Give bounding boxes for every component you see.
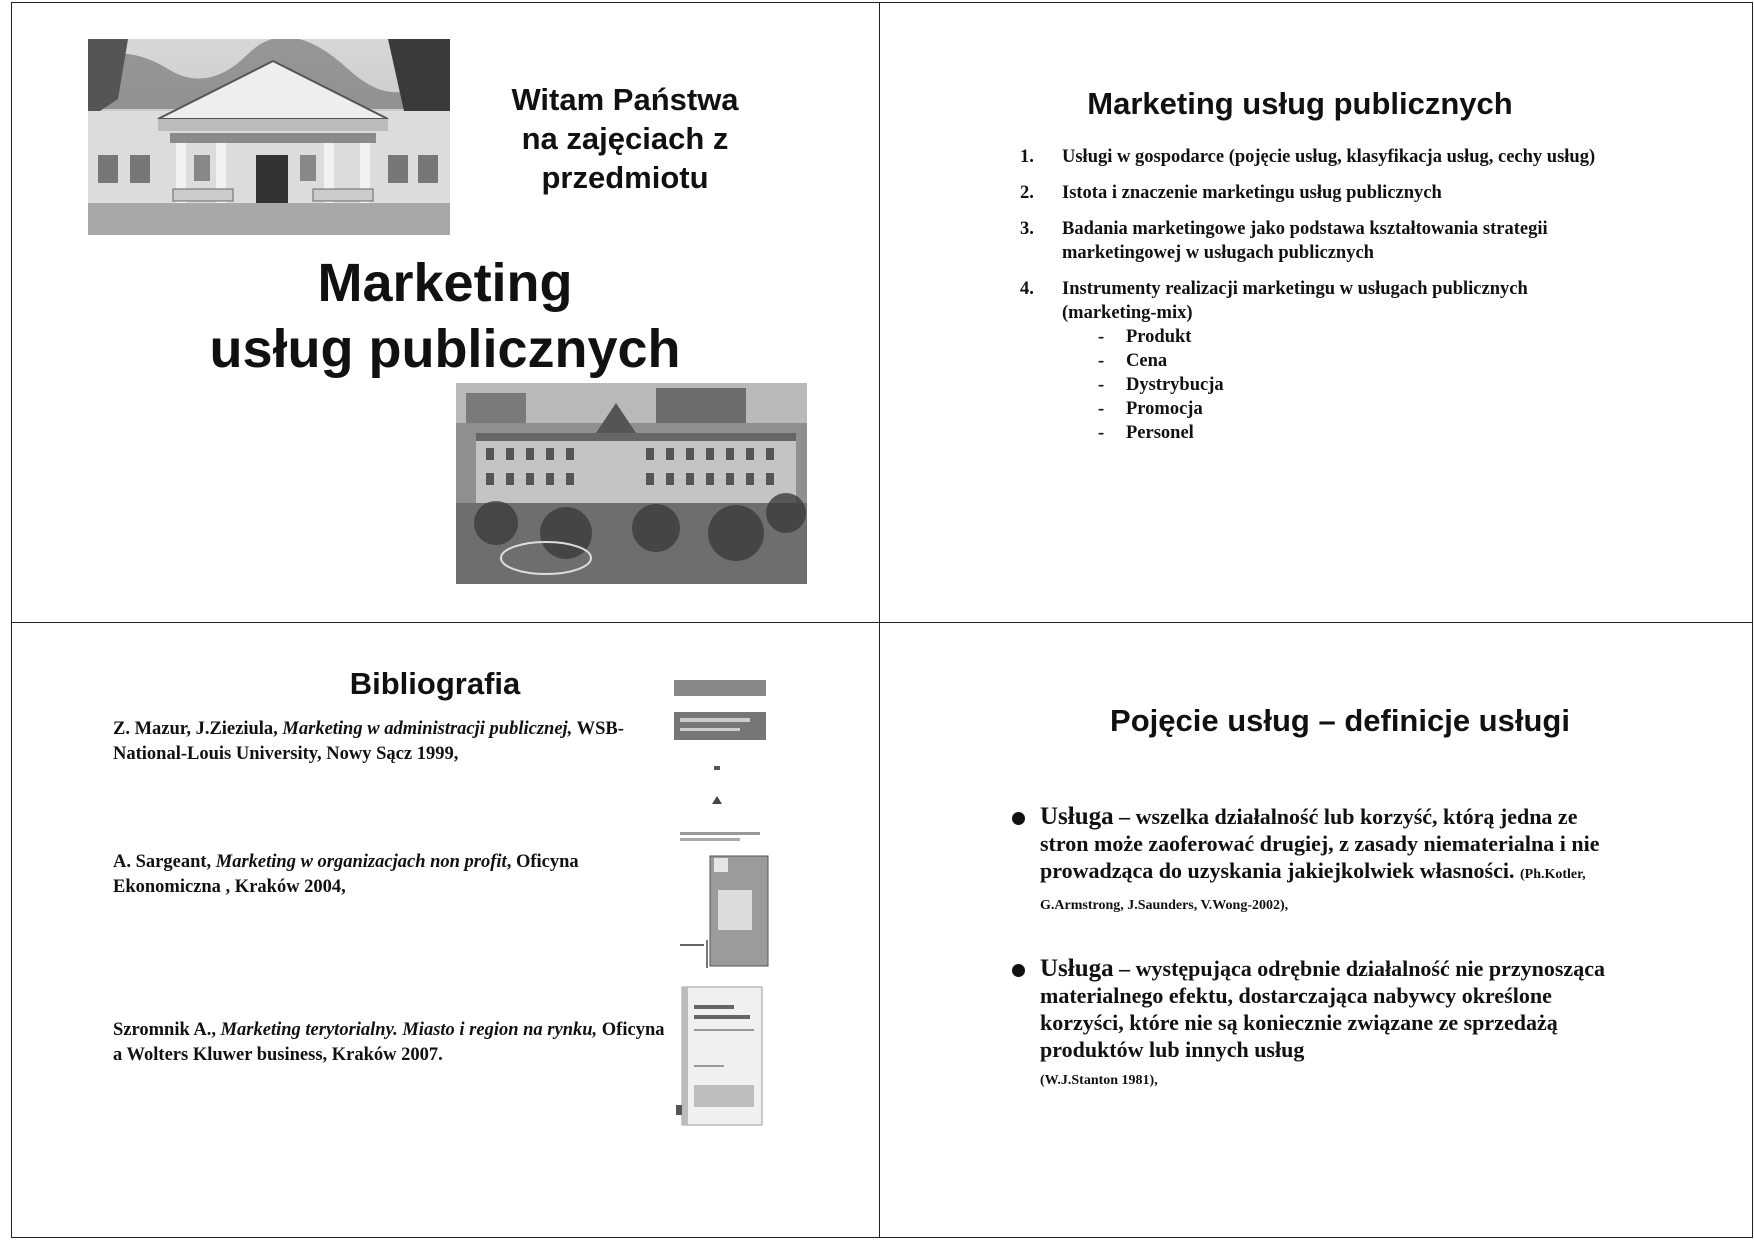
item-text: Badania marketingowe jako podstawa kształtowania strategii marketingowej w usługach publicznych	[1062, 219, 1548, 263]
definition-item	[1012, 955, 1622, 1094]
slide3-title: Bibliografia	[349, 666, 521, 701]
topics-list	[1020, 145, 1610, 457]
item-text: Usługi w gospodarce (pojęcie usług, klasyfikacja usług, cechy usług)	[1062, 147, 1596, 167]
definition-source: (W.J.Stanton 1981),	[1040, 1073, 1158, 1088]
item-number: 2.	[1020, 183, 1034, 203]
list-item	[1020, 217, 1610, 265]
mix-item: - Produkt	[1098, 327, 1192, 347]
definition-text: – wszelka działalność lub korzyść, którą jedna ze stron może zaoferować drugiej, z zasady niematerialna i nie prowadząca do uzyskania jakiejkolwiek własności.	[1040, 804, 1600, 883]
bullet-icon	[1012, 812, 1025, 825]
definition-term: Usługa	[1040, 803, 1114, 830]
bibliography-entry: Szromnik A., Marketing terytorialny. Miasto i region na rynku, Oficyna a Wolters Kluwer business, Kraków 2007.	[113, 1020, 665, 1065]
definition-item	[1012, 803, 1622, 919]
item-number: 4.	[1020, 279, 1034, 299]
course-title	[160, 250, 730, 382]
campus-photo	[456, 383, 807, 584]
building-photo	[88, 39, 450, 235]
list-item	[1020, 277, 1610, 445]
greeting-line-3: przedmiotu	[541, 160, 709, 195]
book-cover-3	[674, 985, 768, 1130]
item-number: 3.	[1020, 219, 1034, 239]
definition-text: – występująca odrębnie działalność nie przynosząca materialnego efektu, dostarczająca nabywcy określone korzyści, które nie są koniecznie związane ze sprzedażą produktów lub innych usług	[1040, 956, 1605, 1062]
slide2-title: Marketing usług publicznych	[1087, 86, 1513, 121]
course-title-line-1: Marketing	[317, 253, 573, 313]
greeting-line-1: Witam Państwa	[511, 82, 739, 117]
marketing-mix-list	[1062, 325, 1610, 445]
bibliography-entry: Z. Mazur, J.Zieziula, Marketing w administracji publicznej, WSB-National-Louis University, Nowy Sącz 1999,	[113, 719, 624, 764]
book-cover-2	[678, 830, 772, 970]
item-number: 1.	[1020, 147, 1034, 167]
greeting-text	[470, 80, 780, 197]
bibliography-entry: A. Sargeant, Marketing w organizacjach non profit, Oficyna Ekonomiczna , Kraków 2004,	[113, 852, 579, 897]
mix-item: - Cena	[1098, 351, 1168, 371]
mix-item: - Personel	[1098, 423, 1194, 443]
item-text: Istota i znaczenie marketingu usług publicznych	[1062, 183, 1442, 203]
list-item	[1020, 145, 1610, 169]
list-item	[1020, 181, 1610, 205]
definition-term: Usługa	[1040, 955, 1114, 982]
course-title-line-2: usług publicznych	[209, 319, 681, 379]
horizontal-divider	[11, 622, 1753, 623]
mix-item: - Dystrybucja	[1098, 375, 1224, 395]
mix-item: - Promocja	[1098, 399, 1203, 419]
slide4-title: Pojęcie usług – definicje usługi	[1110, 703, 1570, 738]
vertical-divider	[879, 2, 880, 1238]
item-text: Instrumenty realizacji marketingu w usługach publicznych (marketing-mix)	[1062, 279, 1528, 323]
greeting-line-2: na zajęciach z	[521, 121, 729, 156]
book-cover-1	[672, 678, 772, 808]
bullet-icon	[1012, 964, 1025, 977]
definition-source: (Ph.Kotler, G.Armstrong, J.Saunders, V.Wong-2002),	[1040, 867, 1586, 913]
